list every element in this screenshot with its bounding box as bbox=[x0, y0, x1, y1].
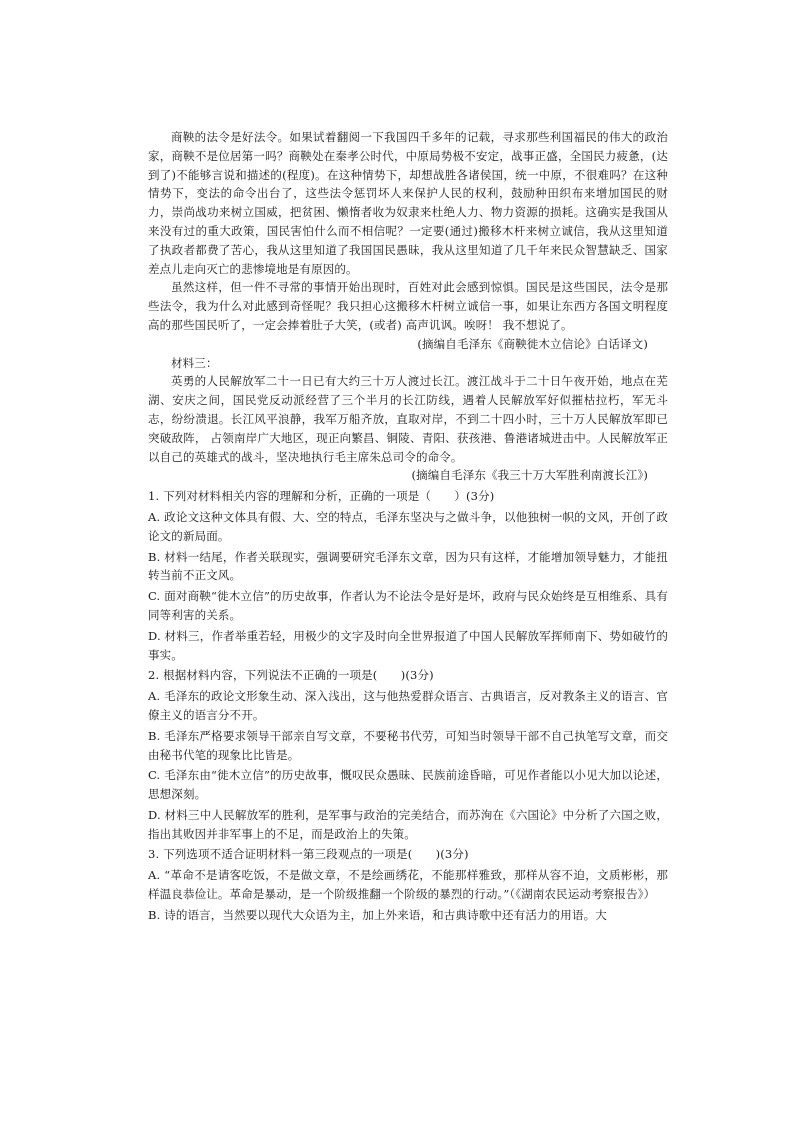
question-option: B. 毛泽东严格要求领导干部亲自写文章，不要秘书代劳，可知当时领导干部不自己执笔写文章，而交由秘书代笔的现象比比皆是。 bbox=[148, 728, 668, 762]
question-stem: 1. 下列对材料相关内容的理解和分析，正确的一项是（ ）(3分) bbox=[148, 489, 495, 504]
question-2 bbox=[148, 666, 668, 843]
source-citation-2: (摘编自毛泽东《我三十万大军胜利南渡长江》) bbox=[411, 468, 648, 483]
question-option: A. “革命不是请客吃饭，不是做文章，不是绘画绣花，不能那样雅致，那样从容不迫，文质彬彬，那样温良恭俭让。革命是暴动，是一个阶级推翻一个阶级的暴烈的行动。”（《湖南农民运动考察报告》） bbox=[148, 868, 668, 902]
question-1 bbox=[148, 487, 668, 664]
passage-paragraph-3: 英勇的人民解放军二十一日已有大约三十万人渡过长江。渡江战斗于二十日午夜开始，地点在芜湖、安庆之间，国民党反动派经营了三个半月的长江防线，遇着人民解放军好似摧枯拉朽，军无斗志，纷纷溃退。长江风平浪静，我军万船齐放，直取对岸，不到二十四小时，三十万人民解放军即已突破敌阵， 占领南岸广大地区，现正向繁昌、铜陵、青阳、获孩港、鲁港诸城进击中。人民解放军正以自己的英雄式的战斗，坚决地执行毛主席朱总司令的命令。 bbox=[148, 374, 668, 464]
passage-paragraph-2: 虽然这样，但一件不寻常的事情开始出现时，百姓对此会感到惊惧。国民是这些国民，法令是那些法令，我为什么对此感到奇怪呢？我只担心这搬移木杆树立诚信一事，如果让东西方各国文明程度高的那些国民听了，一定会捧着肚子大笑，(或者) 高声讥讽。唉呀！ 我不想说了。 bbox=[148, 280, 668, 332]
question-3 bbox=[148, 845, 668, 924]
document-page bbox=[148, 128, 668, 925]
question-option: B. 材料一结尾，作者关联现实，强调要研究毛泽东文章，因为只有这样，才能增加领导魅力，才能扭转当前不正文风。 bbox=[148, 549, 668, 583]
question-option: C. 毛泽东由“徙木立信”的历史故事，慨叹民众愚昧、民族前途昏暗，可见作者能以小见大加以论述，思想深刻。 bbox=[148, 768, 668, 802]
source-citation-1: (摘编自毛泽东《商鞅徙木立信论》白话译文) bbox=[417, 336, 648, 351]
question-stem: 3. 下列选项不适合证明材料一第三段观点的一项是( )(3分) bbox=[148, 847, 469, 862]
question-option: B. 诗的语言，当然要以现代大众语为主，加上外来语，和古典诗歌中还有活力的用语。大 bbox=[148, 907, 607, 922]
question-option: D. 材料三，作者举重若轻，用极少的文字及时向全世界报道了中国人民解放军挥师南下、势如破竹的事实。 bbox=[148, 628, 668, 662]
question-option: D. 材料三中人民解放军的胜利，是军事与政治的完美结合，而苏洵在《六国论》中分析了六国之败，指出其败因并非军事上的不足，而是政治上的失策。 bbox=[148, 807, 668, 841]
question-option: A. 毛泽东的政论文形象生动、深入浅出，这与他热爱群众语言、古典语言，反对教条主义的语言、官僚主义的语言分不开。 bbox=[148, 689, 668, 722]
material-3-heading: 材料三： bbox=[171, 355, 218, 370]
question-option: A. 政论文这种文体具有假、大、空的特点，毛泽东坚决与之做斗争，以他独树一帜的文风，开创了政论文的新局面。 bbox=[148, 509, 668, 543]
question-stem: 2. 根据材料内容，下列说法不正确的一项是( )(3分) bbox=[148, 668, 434, 683]
passage-paragraph-1: 商鞅的法令是好法令。如果试着翻阅一下我国四千多年的记载，寻求那些利国福民的伟大的政治家，商鞅不是位居第一吗？商鞅处在秦孝公时代，中原局势极不安定，战事正盛，全国民力疲惫，(达到了)不能够言说和描述的(程度)。在这种情势下，却想战胜各诸侯国，统一中原，不很难吗？在这种情势下，变法的命令出台了，这些法令惩罚坏人来保护人民的权利，鼓励种田织布来增加国民的财力，崇尚战功来树立国威，把贫困、懒惰者收为奴隶来杜绝人力、物力资源的损耗。这确实是我国从来没有过的重大政策，国民害怕什么而不相信呢？一定要(通过)搬移木杆来树立诚信，我从这里知道了执政者都费了苦心，我从这里知道了我国国民愚昧，我从这里知道了几千年来民众智慧缺乏、国家差点儿走向灭亡的悲惨境地是有原因的。 bbox=[148, 130, 668, 276]
question-option: C. 面对商鞅“徙木立信”的历史故事，作者认为不论法令是好是坏，政府与民众始终是互相维系、具有同等利害的关系。 bbox=[148, 589, 668, 622]
